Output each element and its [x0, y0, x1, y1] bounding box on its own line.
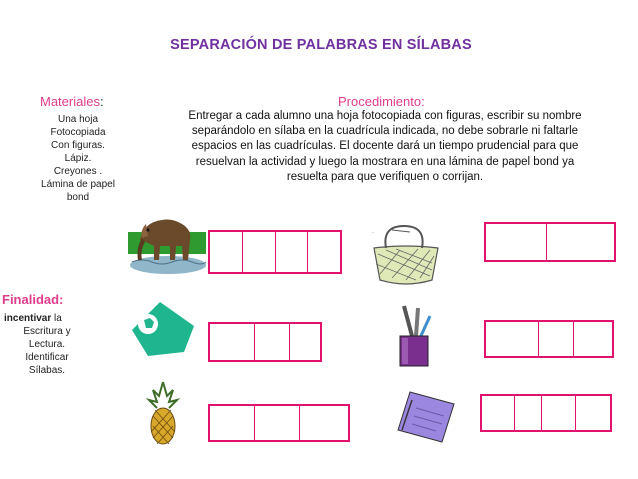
finalidad-bold-word: incentivar: [4, 313, 52, 324]
page-title: SEPARACIÓN DE PALABRAS EN SÍLABAS: [170, 37, 472, 53]
syllable-box[interactable]: [515, 396, 542, 430]
syllable-box[interactable]: [243, 232, 276, 272]
materiales-item: Lápiz.: [64, 153, 92, 164]
materiales-heading: Materiales:: [40, 94, 104, 109]
finalidad-line-rest: la: [51, 313, 62, 324]
procedimiento-text: [165, 109, 605, 185]
materiales-list: [30, 113, 126, 204]
pineapple-picture: [145, 380, 181, 446]
syllable-box[interactable]: [574, 322, 612, 356]
syllable-box[interactable]: [539, 322, 574, 356]
finalidad-heading: Finalidad:: [2, 292, 64, 307]
materiales-item: Lámina de papel: [41, 179, 115, 190]
syllable-grid-pencil-cup[interactable]: [484, 320, 614, 358]
basket-picture: [366, 220, 446, 290]
syllable-grid-elephant[interactable]: [208, 230, 342, 274]
procedimiento-line: separándolo en sílaba en la cuadrícula indicada, no debe sobrarle ni faltarle: [191, 125, 579, 138]
syllable-box[interactable]: [300, 406, 348, 440]
finalidad-list: [4, 312, 90, 377]
syllable-grid-ball[interactable]: [208, 322, 322, 362]
syllable-box[interactable]: [210, 406, 255, 440]
syllable-box[interactable]: [547, 224, 613, 260]
procedimiento-line: resuelta para que verifiquen o corrijan.: [286, 170, 484, 183]
finalidad-line: Lectura.: [28, 339, 66, 350]
procedimiento-line: espacios en las cuadrículas. El docente dará un tiempo prudencial para que: [191, 140, 579, 153]
syllable-grid-basket[interactable]: [484, 222, 616, 262]
syllable-box[interactable]: [542, 396, 577, 430]
syllable-box[interactable]: [255, 406, 300, 440]
materiales-item: bond: [66, 192, 90, 203]
ball-picture: [128, 298, 196, 360]
elephant-picture: [128, 210, 206, 275]
syllable-box[interactable]: [276, 232, 309, 272]
syllable-box[interactable]: [482, 396, 515, 430]
notebook-picture: [396, 386, 458, 444]
syllable-box[interactable]: [486, 322, 539, 356]
materiales-item: Una hoja: [57, 114, 99, 125]
procedimiento-heading: Procedimiento:: [338, 94, 425, 109]
syllable-box[interactable]: [308, 232, 340, 272]
syllable-box[interactable]: [210, 232, 243, 272]
syllable-box[interactable]: [290, 324, 320, 360]
finalidad-line: Escritura y: [23, 326, 71, 337]
finalidad-line: [4, 312, 90, 325]
materiales-item: Creyones .: [53, 166, 103, 177]
syllable-grid-notebook[interactable]: [480, 394, 612, 432]
syllable-box[interactable]: [255, 324, 290, 360]
materiales-item: Fotocopiada: [50, 127, 106, 138]
materiales-item: Con figuras.: [51, 140, 105, 151]
syllable-box[interactable]: [486, 224, 547, 260]
finalidad-line: Identificar: [25, 352, 69, 363]
procedimiento-line: Entregar a cada alumno una hoja fotocopiada con figuras, escribir su nombre: [188, 110, 582, 122]
syllable-grid-pineapple[interactable]: [208, 404, 350, 442]
syllable-box[interactable]: [210, 324, 255, 360]
procedimiento-line: resuelvan la actividad y luego la mostrara en una lámina de papel bond ya: [195, 155, 575, 168]
syllable-box[interactable]: [576, 396, 610, 430]
pencil-cup-picture: [390, 302, 440, 368]
finalidad-line: Sílabas.: [28, 365, 66, 376]
svg-text:·: ·: [372, 230, 374, 236]
